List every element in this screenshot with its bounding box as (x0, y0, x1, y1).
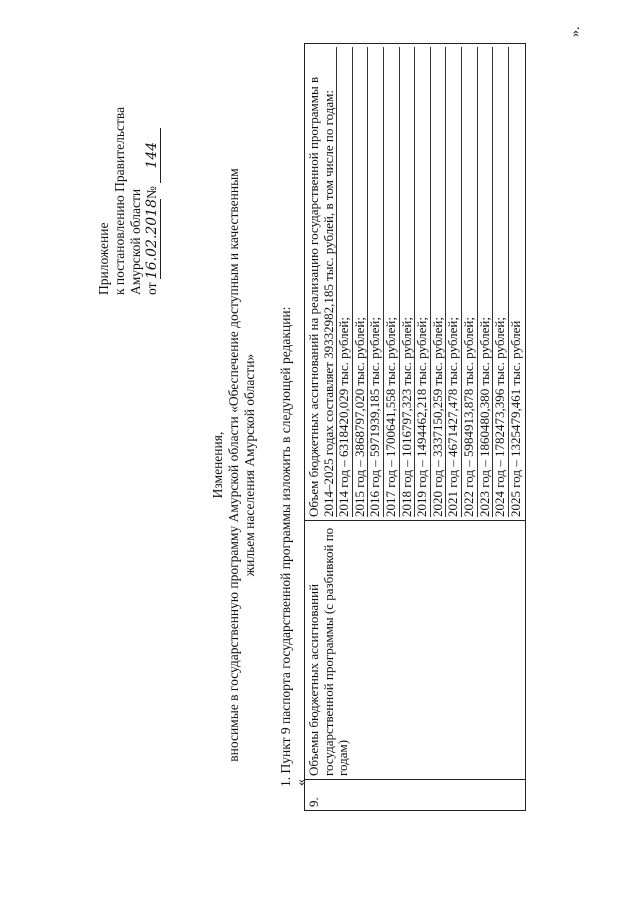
handwritten-number: 144 (144, 128, 161, 183)
handwritten-date: 16.02.2018 (144, 198, 160, 280)
budget-summary: Объем бюджетных ассигнований на реализацию государственной программы в 2014–2025 годах составляет 39332982,185 тыс. рублей, в том числе по годам: (307, 47, 337, 517)
number-label: № (144, 186, 159, 199)
from-label: от (144, 282, 159, 295)
row-number-cell: 9. (305, 780, 526, 811)
appendix-line-1: Приложение (96, 222, 111, 295)
year-line: 2023 год – 1860480,380 тыс. рублей; (478, 47, 494, 517)
passport-table (304, 43, 526, 811)
year-line: 2022 год – 5984913,878 тыс. рублей; (462, 47, 478, 517)
closing-quote: ». (568, 26, 583, 37)
opening-quote: « (294, 779, 309, 786)
year-line: 2018 год – 1016797,323 тыс. рублей; (400, 47, 416, 517)
row-value-cell (305, 44, 526, 521)
intro-paragraph: 1. Пункт 9 паспорта государственной программы изложить в следующей редакции: (278, 306, 293, 787)
table-row (305, 44, 526, 811)
appendix-line-3: Амурской области (128, 188, 143, 295)
year-line: 2021 год – 4671427,478 тыс. рублей; (446, 47, 462, 517)
title-subtitle: вносимые в государственную программу Амурской области «Обеспечение доступным и качественным жильем населения Амурской области» (226, 168, 257, 762)
year-line: 2024 год – 1782473,396 тыс. рублей; (493, 47, 509, 517)
document-title (210, 165, 258, 765)
appendix-date-line (144, 35, 161, 295)
year-line: 2014 год – 6318420,029 тыс. рублей; (337, 47, 353, 517)
year-line: 2025 год – 1325479,461 тыс. рублей (507, 320, 523, 517)
appendix-line-2: к постановлению Правительства (112, 106, 127, 295)
year-line: 2017 год – 1700641,558 тыс. рублей; (384, 47, 400, 517)
year-line: 2016 год – 5971939,185 тыс. рублей; (368, 47, 384, 517)
row-name-cell: Объемы бюджетных ассигнований государственной программы (с разбивкой по годам) (305, 521, 526, 780)
year-line: 2015 год – 3868797,020 тыс. рублей; (353, 47, 369, 517)
appendix-header (96, 35, 161, 295)
year-line: 2020 год – 3337150,259 тыс. рублей; (431, 47, 447, 517)
year-line: 2019 год – 1494462,218 тыс. рублей; (415, 47, 431, 517)
title-heading: Изменения, (210, 431, 225, 499)
